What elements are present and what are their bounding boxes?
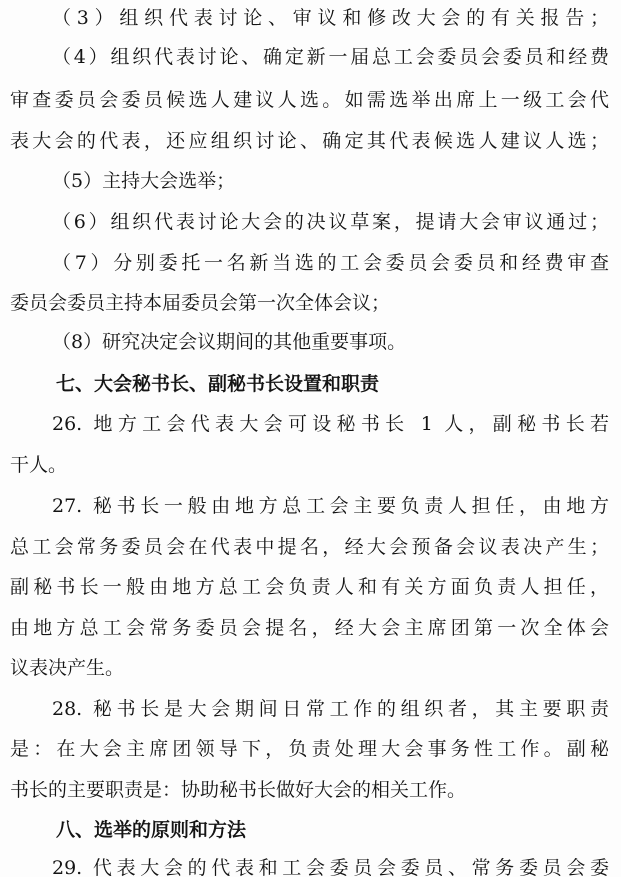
paragraph-27-continuation: 副秘书长一般由地方总工会负责人和有关方面负责人担任，: [10, 576, 609, 598]
paragraph-28-continuation: 书长的主要职责是：协助秘书长做好大会的相关工作。: [10, 779, 467, 801]
paragraph-27: 27. 秘书长一般由地方总工会主要负责人担任，由地方: [52, 495, 609, 517]
paragraph-26-continuation: 干人。: [10, 454, 68, 476]
paragraph-27-continuation: 由地方总工会常务委员会提名，经大会主席团第一次全体会: [10, 617, 609, 639]
paragraph-26: 26. 地方工会代表大会可设秘书长 1 人，副秘书长若: [52, 413, 609, 435]
item-7: [0, 243, 621, 283]
item-4-continuation: 审查委员会委员候选人建议人选。如需选举出席上一级工会代: [10, 89, 609, 111]
item-4-continuation: 表大会的代表，还应组织讨论、确定其代表候选人建议人选；: [10, 130, 609, 152]
item-text: 研究决定会议期间的其他重要事项。: [102, 331, 407, 353]
paragraph-29: 29. 代表大会的代表和工会委员会委员、常务委员会委: [52, 857, 609, 879]
item-text: 组织代表讨论、确定新一届总工会委员会委员和经费: [110, 46, 609, 68]
item-text: 组织代表讨论大会的决议草案，提请大会审议通过；: [110, 211, 609, 233]
item-label: （8）: [52, 331, 103, 353]
item-label: （3）: [52, 7, 120, 29]
item-text: 分别委托一名新当选的工会委员会委员和经费审查: [113, 252, 609, 274]
paragraph-28-continuation: 是：在大会主席团领导下，负责处理大会事务性工作。副秘: [10, 738, 609, 760]
paragraph-27-continuation: 总工会常务委员会在代表中提名，经大会预备会议表决产生；: [10, 536, 609, 558]
item-label: （7）: [52, 252, 114, 274]
paragraph-28: 28. 秘书长是大会期间日常工作的组织者，其主要职责: [52, 698, 609, 720]
paragraph-27-continuation: 议表决产生。: [10, 657, 125, 679]
item-label: （5）: [52, 170, 103, 192]
item-label: （4）: [52, 46, 111, 68]
item-5: [0, 161, 621, 201]
section-heading-7: 七、大会秘书长、副秘书长设置和职责: [56, 373, 380, 395]
section-heading-8: 八、选举的原则和方法: [56, 819, 247, 841]
item-text: 组织代表讨论、审议和修改大会的有关报告；: [119, 7, 609, 29]
item-3: [0, 0, 621, 38]
item-label: （6）: [52, 211, 111, 233]
item-7-continuation: 委员会委员主持本届委员会第一次全体会议；: [10, 292, 391, 314]
item-4: [0, 37, 621, 77]
item-6: [0, 202, 621, 242]
item-text: 主持大会选举；: [102, 170, 236, 192]
item-8: [0, 322, 621, 362]
